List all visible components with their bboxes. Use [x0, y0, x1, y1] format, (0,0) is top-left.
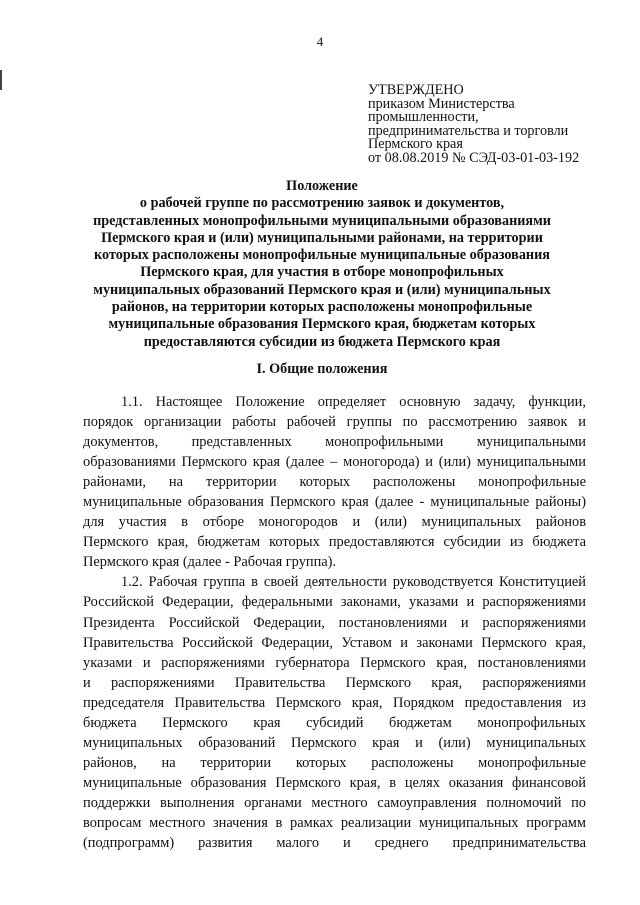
paragraph-2-line: районов, на территории которых расположены монопрофильные: [83, 754, 586, 771]
paragraph-2-line: 1.2. Рабочая группа в своей деятельности руководствуется Конституцией: [121, 574, 586, 591]
paragraph-2-line: Российской Федерации, федеральными законами, указами и распоряжениями: [83, 594, 586, 611]
paragraph-1-line: порядок организации работы рабочей группы по рассмотрению заявок и: [83, 414, 586, 431]
approval-line: УТВЕРЖДЕНО: [368, 82, 464, 98]
title-line: районов, на территории которых расположены монопрофильные: [111, 299, 533, 316]
paragraph-2-line: Правительства Российской Федерации, Уставом и законами Пермского края,: [83, 634, 586, 651]
approval-line: промышленности,: [368, 109, 479, 126]
paragraph-1-line: 1.1. Настоящее Положение определяет основную задачу, функции,: [121, 394, 586, 410]
margin-mark: [0, 70, 2, 90]
title-line: Положение: [286, 178, 358, 194]
title-line: Пермского края и (или) муниципальными районами, на территории: [101, 229, 543, 246]
title-line: предоставляются субсидии из бюджета Пермского края: [143, 333, 501, 350]
approval-line: Пермского края: [368, 136, 463, 153]
approval-line: предпринимательства и торговли: [368, 122, 569, 139]
paragraph-2-line: указами и распоряжениями губернатора Пермского края, постановлениями: [83, 654, 586, 671]
paragraph-2-line: муниципальные образования Пермского края, в целях оказания финансовой: [83, 774, 586, 791]
paragraph-1-line: районами, на территории которых расположены монопрофильные: [83, 474, 586, 491]
paragraph-2-line: муниципальных образований Пермского края и (или) муниципальных: [83, 734, 586, 751]
paragraph-1-line: Пермского края (далее - Рабочая группа).: [83, 554, 337, 571]
title-line: муниципальные образования Пермского края, бюджетам которых: [108, 316, 536, 333]
paragraph-2-line: Президента Российской Федерации, постановлениями и распоряжениями: [83, 614, 586, 631]
approval-line: приказом Министерства: [368, 95, 515, 112]
document-title: [70, 178, 574, 351]
page-number: 4: [316, 34, 324, 49]
paragraph-1-line: образованиями Пермского края (далее – моногорода) и (или) муниципальными: [83, 454, 586, 471]
paragraph-1-line: документов, представленных монопрофильными муниципальными: [83, 434, 586, 451]
approval-line: от 08.08.2019 № СЭД-03-01-03-192: [368, 149, 580, 166]
title-line: которых расположены монопрофильные муниципальные образования: [94, 247, 550, 264]
paragraph-2-line: бюджета Пермского края субсидий бюджетам монопрофильных: [83, 714, 586, 731]
paragraph-2-line: председателя Правительства Пермского края, Порядком предоставления из: [83, 694, 586, 711]
paragraph-2-line: вопросам местного значения в рамках реализации муниципальных программ: [83, 814, 586, 831]
approval-stamp: [368, 84, 628, 166]
title-line: о рабочей группе по рассмотрению заявок и документов,: [139, 195, 505, 212]
title-line: муниципальных образований Пермского края и (или) муниципальных: [93, 281, 551, 298]
title-line: представленных монопрофильными муниципальными образованиями: [93, 212, 551, 229]
title-line: Пермского края, для участия в отборе монопрофильных: [140, 264, 504, 281]
paragraph-1-line: Пермского края, бюджетам которых предоставляются субсидии из бюджета: [83, 534, 586, 551]
paragraph-2-line: (подпрограмм) развития малого и среднего предпринимательства: [83, 835, 586, 852]
paragraph-2-line: и распоряжениями Правительства Пермского края, распоряжениями: [83, 674, 586, 691]
paragraph-1-line: муниципальные образования Пермского края (далее - муниципальные районы): [83, 494, 586, 511]
body-text: [83, 392, 586, 853]
section-heading: I. Общие положения: [256, 361, 388, 377]
paragraph-2-line: поддержки выполнения органами местного самоуправления полномочий по: [83, 794, 586, 811]
paragraph-1-line: для участия в отборе моногородов и (или) муниципальных районов: [83, 514, 586, 531]
